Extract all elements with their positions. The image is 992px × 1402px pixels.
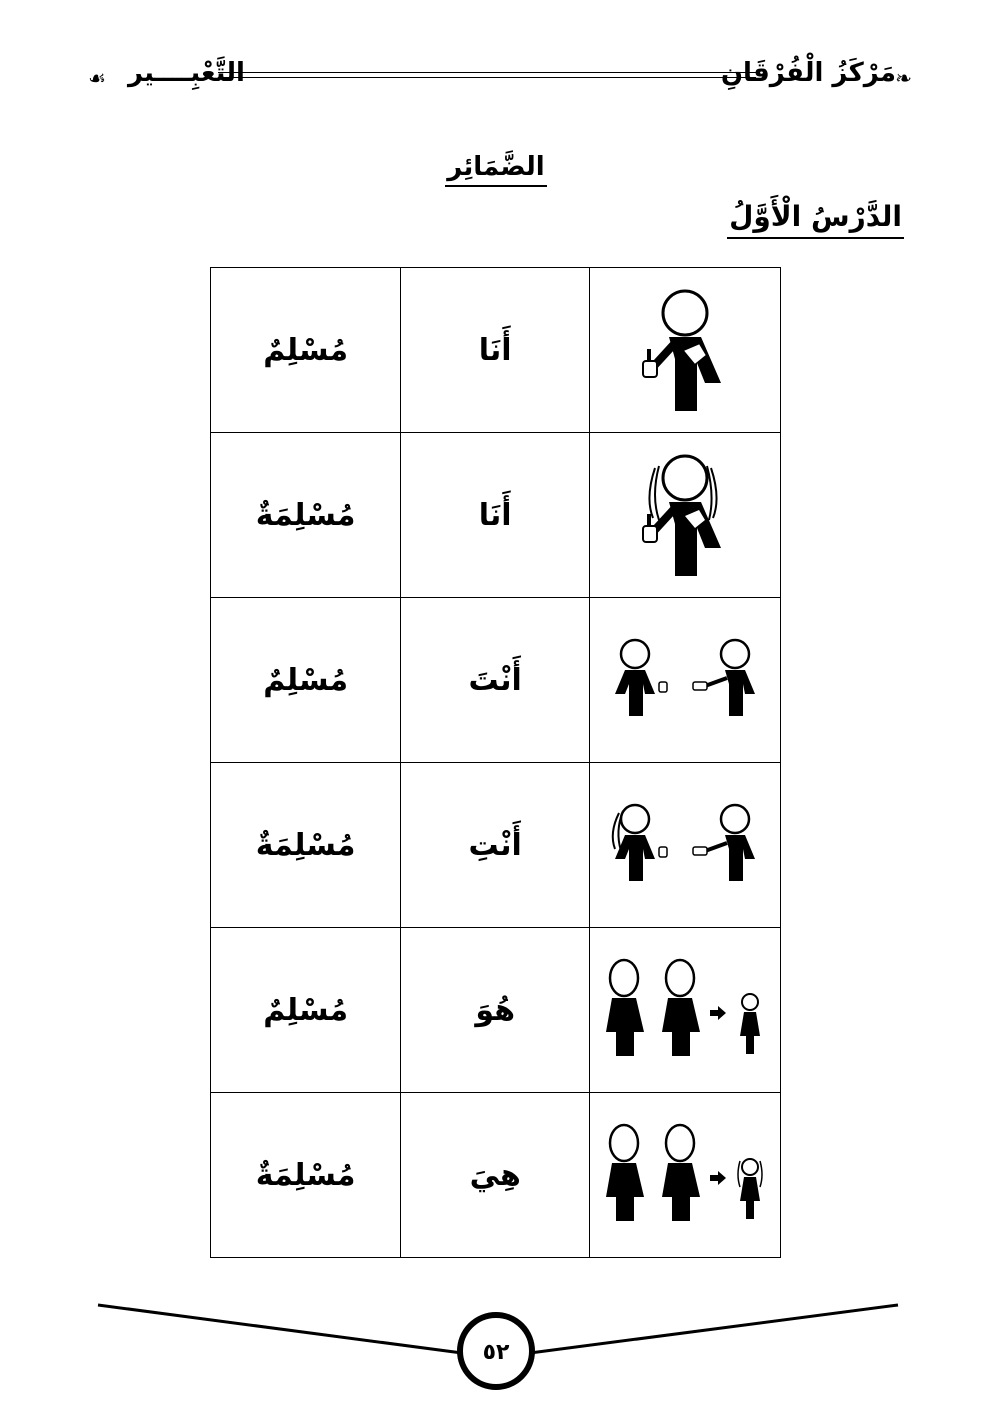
lesson-title: الدَّرْسُ الْأَوَّلُ: [727, 200, 904, 239]
female-you-sign-icon: [605, 803, 765, 883]
pronoun-table: [210, 267, 781, 1258]
picture-cell: [590, 1093, 781, 1258]
header-rule: [218, 77, 756, 78]
picture-cell: [590, 433, 781, 598]
picture-cell: [590, 268, 781, 433]
page-title-wrap: [0, 152, 992, 187]
page-header: [88, 52, 912, 96]
picture-cell: [590, 763, 781, 928]
pronoun-cell: أَنْتَ: [401, 598, 590, 763]
pronoun-cell: هِيَ: [401, 1093, 590, 1258]
male-self-sign-icon: [625, 283, 745, 413]
female-she-sign-icon: [600, 1123, 770, 1223]
picture-cell: [590, 928, 781, 1093]
pronoun-cell: أَنَا: [401, 268, 590, 433]
header-rule: [218, 72, 756, 73]
picture-cell: [590, 598, 781, 763]
table-row: [211, 433, 781, 598]
adjective-cell: مُسْلِمٌ: [211, 598, 401, 763]
lesson-title-wrap: [727, 200, 904, 239]
adjective-cell: مُسْلِمَةٌ: [211, 1093, 401, 1258]
pronoun-cell: أَنَا: [401, 433, 590, 598]
table-row: [211, 268, 781, 433]
male-you-sign-icon: [605, 638, 765, 718]
subject-name: التَّعْبِــــير: [128, 58, 245, 88]
page-title: الضَّمَائِر: [445, 152, 546, 187]
female-self-sign-icon: [625, 448, 745, 578]
page-number: ٥٢: [482, 1340, 510, 1365]
table-row: [211, 598, 781, 763]
adjective-cell: مُسْلِمٌ: [211, 928, 401, 1093]
table-row: [211, 763, 781, 928]
adjective-cell: مُسْلِمٌ: [211, 268, 401, 433]
pronoun-cell: هُوَ: [401, 928, 590, 1093]
ornament-icon: ❧: [895, 66, 912, 90]
adjective-cell: مُسْلِمَةٌ: [211, 433, 401, 598]
table-row: [211, 1093, 781, 1258]
table-row: [211, 928, 781, 1093]
male-he-sign-icon: [600, 958, 770, 1058]
adjective-cell: مُسْلِمَةٌ: [211, 763, 401, 928]
pronoun-cell: أَنْتِ: [401, 763, 590, 928]
ornament-icon: ☙: [88, 66, 106, 90]
center-name: مَرْكَزُ الْفُرْقَانِ: [720, 58, 896, 88]
